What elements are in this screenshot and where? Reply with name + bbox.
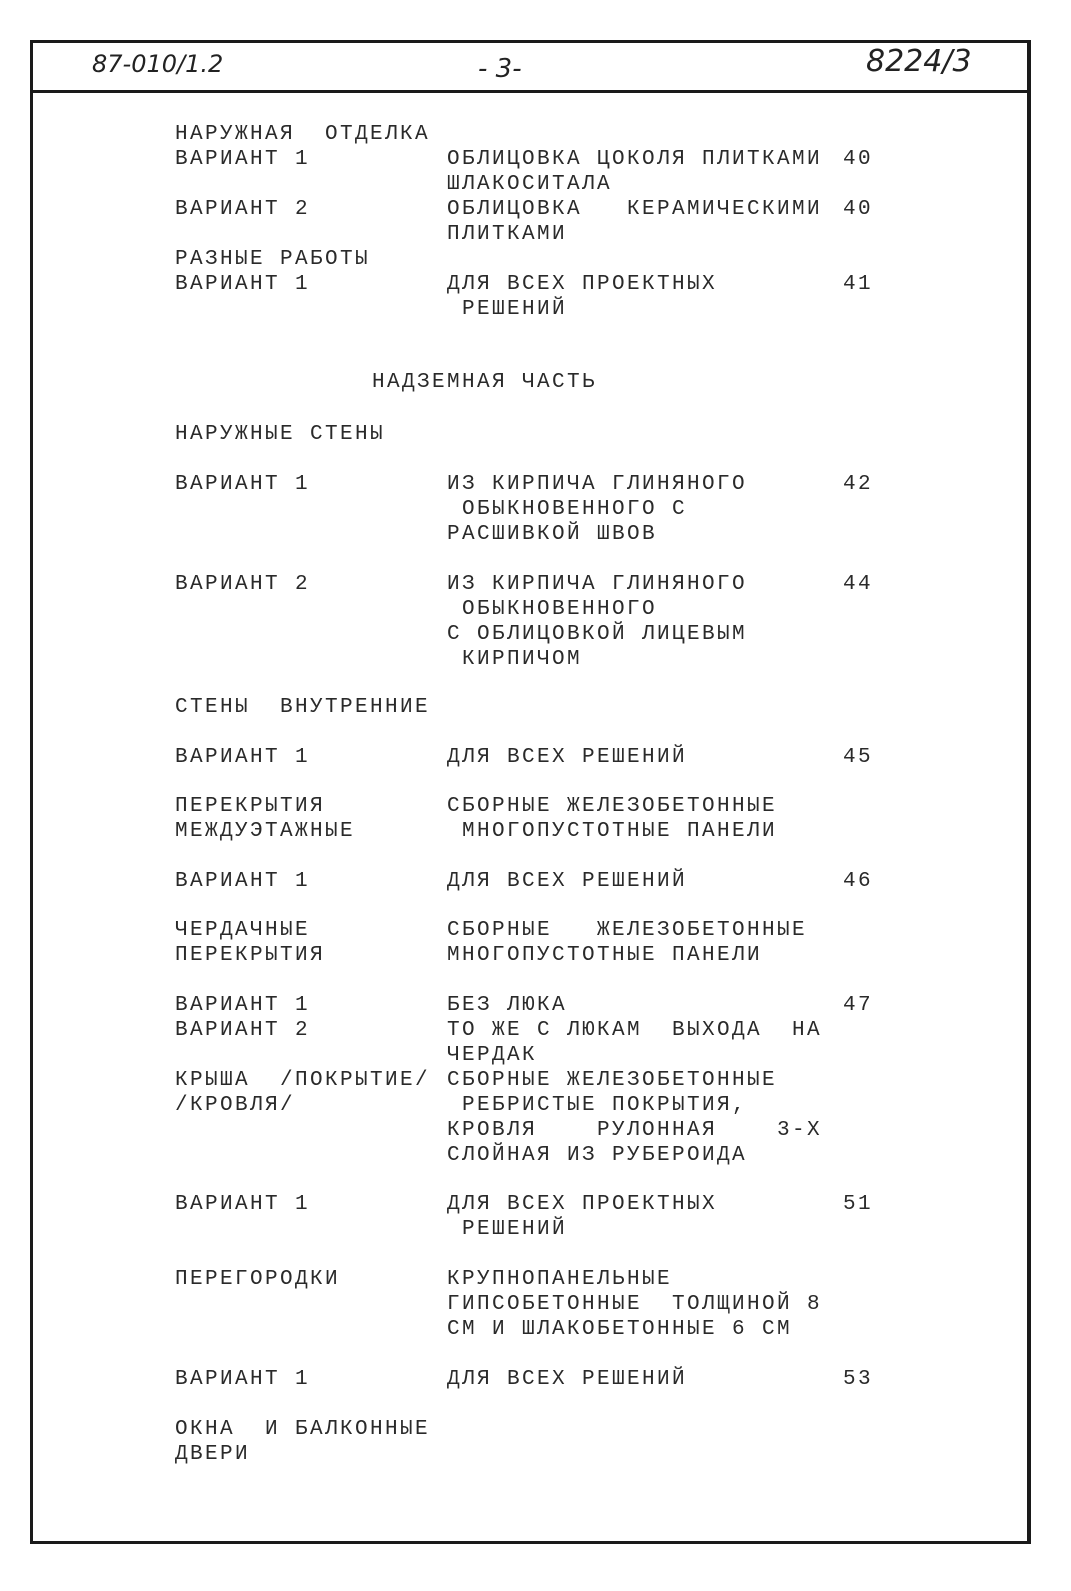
entry-description: ДЛЯ ВСЕХ РЕШЕНИЙ — [447, 870, 688, 893]
entry-description: СБОРНЫЕ ЖЕЛЕЗОБЕТОННЫЕ — [447, 1069, 778, 1092]
entry-description: С ОБЛИЦОВКОЙ ЛИЦЕВЫМ — [447, 623, 748, 646]
entry-title: ВАРИАНТ 1 — [175, 870, 311, 893]
entry-title: ВАРИАНТ 1 — [175, 273, 311, 296]
entry-title: ВАРИАНТ 1 — [175, 746, 311, 769]
entry-page-number: 47 — [843, 994, 874, 1017]
entry-description: СЛОЙНАЯ ИЗ РУБЕРОИДА — [447, 1144, 748, 1167]
entry-title: МЕЖДУЭТАЖНЫЕ — [175, 820, 356, 843]
entry-title: НАРУЖНАЯ ОТДЕЛКА — [175, 123, 431, 146]
entry-description: ИЗ КИРПИЧА ГЛИНЯНОГО — [447, 473, 748, 496]
page-number: - 3- — [478, 54, 522, 84]
entry-title: ПЕРЕГОРОДКИ — [175, 1268, 341, 1291]
entry-title: /КРОВЛЯ/ — [175, 1094, 296, 1117]
entry-title: РАЗНЫЕ РАБОТЫ — [175, 248, 371, 271]
entry-page-number: 42 — [843, 473, 874, 496]
entry-title: ВАРИАНТ 1 — [175, 148, 311, 171]
entry-title: НАРУЖНЫЕ СТЕНЫ — [175, 423, 386, 446]
entry-description: СМ И ШЛАКОБЕТОННЫЕ 6 СМ — [447, 1318, 793, 1341]
entry-description: ОБЛИЦОВКА ЦОКОЛЯ ПЛИТКАМИ — [447, 148, 823, 171]
entry-page-number: 40 — [843, 198, 874, 221]
entry-title: ЧЕРДАЧНЫЕ — [175, 919, 311, 942]
entry-page-number: 41 — [843, 273, 874, 296]
entry-description: БЕЗ ЛЮКА — [447, 994, 568, 1017]
header-divider — [30, 90, 1027, 93]
entry-description: ТО ЖЕ С ЛЮКАМ ВЫХОДА НА — [447, 1019, 823, 1042]
entry-title: ВАРИАНТ 1 — [175, 994, 311, 1017]
entry-description: ПЛИТКАМИ — [447, 223, 568, 246]
entry-description: РЕШЕНИЙ — [447, 298, 568, 321]
entry-description: РАСШИВКОЙ ШВОВ — [447, 523, 658, 546]
entry-description: ДЛЯ ВСЕХ РЕШЕНИЙ — [447, 1368, 688, 1391]
entry-description: КИРПИЧОМ — [447, 648, 583, 671]
entry-description: МНОГОПУСТОТНЫЕ ПАНЕЛИ — [447, 944, 763, 967]
entry-title: ДВЕРИ — [175, 1443, 251, 1466]
entry-title: ВАРИАНТ 1 — [175, 1368, 311, 1391]
entry-page-number: 46 — [843, 870, 874, 893]
entry-description: СБОРНЫЕ ЖЕЛЕЗОБЕТОННЫЕ — [447, 795, 778, 818]
entry-page-number: 45 — [843, 746, 874, 769]
entry-page-number: 53 — [843, 1368, 874, 1391]
sheet-number: 8224/3 — [866, 44, 972, 79]
entry-description: КРОВЛЯ РУЛОННАЯ 3-Х — [447, 1119, 823, 1142]
entry-description: ОБЫКНОВЕННОГО — [447, 598, 658, 621]
entry-description: ДЛЯ ВСЕХ РЕШЕНИЙ — [447, 746, 688, 769]
entry-title: ОКНА И БАЛКОННЫЕ — [175, 1418, 431, 1441]
document-code: 87-010/1.2 — [92, 50, 224, 78]
entry-title: СТЕНЫ ВНУТРЕННИЕ — [175, 696, 431, 719]
entry-page-number: 44 — [843, 573, 874, 596]
section-heading: НАДЗЕМНАЯ ЧАСТЬ — [372, 371, 598, 394]
entry-title: ВАРИАНТ 2 — [175, 1019, 311, 1042]
entry-description: ИЗ КИРПИЧА ГЛИНЯНОГО — [447, 573, 748, 596]
entry-page-number: 51 — [843, 1193, 874, 1216]
entry-description: РЕШЕНИЙ — [447, 1218, 568, 1241]
entry-description: ДЛЯ ВСЕХ ПРОЕКТНЫХ — [447, 1193, 718, 1216]
entry-description: ЧЕРДАК — [447, 1044, 538, 1067]
entry-description: КРУПНОПАНЕЛЬНЫЕ — [447, 1268, 673, 1291]
entry-title: ПЕРЕКРЫТИЯ — [175, 944, 326, 967]
entry-title: ВАРИАНТ 2 — [175, 198, 311, 221]
entry-title: ВАРИАНТ 1 — [175, 473, 311, 496]
entry-title: ВАРИАНТ 1 — [175, 1193, 311, 1216]
entry-description: МНОГОПУСТОТНЫЕ ПАНЕЛИ — [447, 820, 778, 843]
entry-description: ОБЫКНОВЕННОГО С — [447, 498, 688, 521]
entry-page-number: 40 — [843, 148, 874, 171]
entry-description: ОБЛИЦОВКА КЕРАМИЧЕСКИМИ — [447, 198, 823, 221]
entry-title: ВАРИАНТ 2 — [175, 573, 311, 596]
entry-description: ДЛЯ ВСЕХ ПРОЕКТНЫХ — [447, 273, 718, 296]
entry-description: ГИПСОБЕТОННЫЕ ТОЛЩИНОЙ 8 — [447, 1293, 823, 1316]
entry-title: ПЕРЕКРЫТИЯ — [175, 795, 326, 818]
entry-description: ШЛАКОСИТАЛА — [447, 173, 613, 196]
entry-title: КРЫША /ПОКРЫТИЕ/ — [175, 1069, 431, 1092]
entry-description: СБОРНЫЕ ЖЕЛЕЗОБЕТОННЫЕ — [447, 919, 808, 942]
entry-description: РЕБРИСТЫЕ ПОКРЫТИЯ, — [447, 1094, 748, 1117]
